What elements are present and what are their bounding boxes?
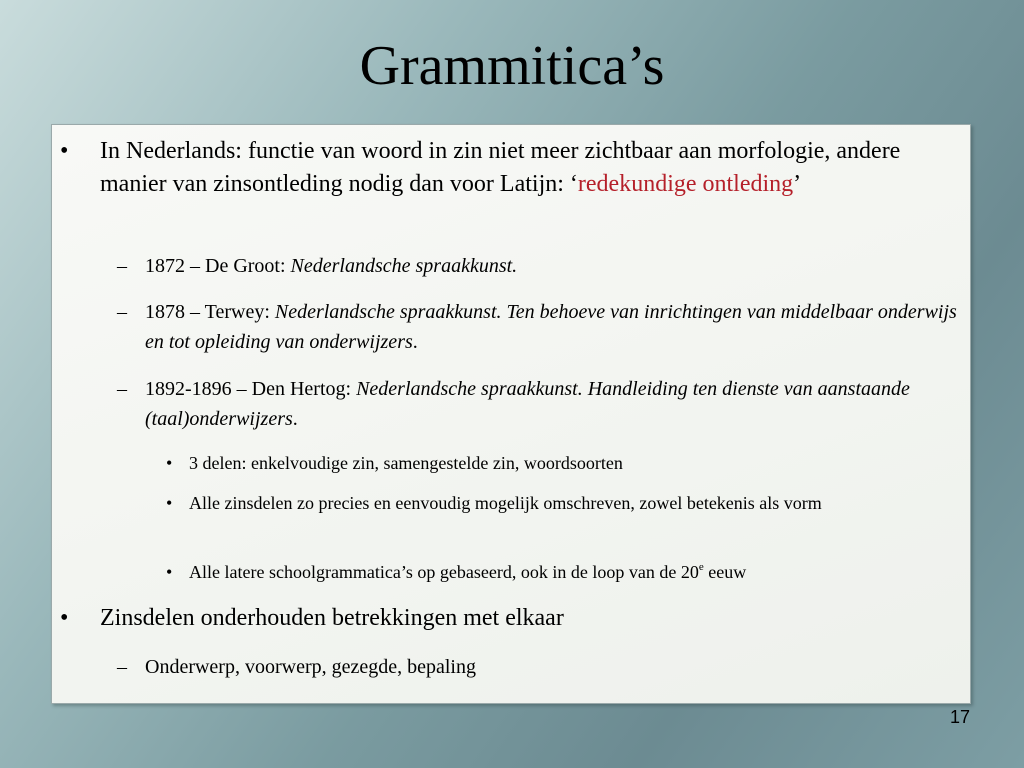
bullet-dot-icon: • bbox=[60, 138, 69, 164]
highlight-term: redekundige ontleding bbox=[577, 171, 794, 197]
book-title: Nederlandsche spraakkunst. Handleiding ten dienste van aanstaande (taal)onderwijzers bbox=[145, 378, 910, 430]
dash-icon: – bbox=[117, 378, 127, 400]
item-text-tail: ’ bbox=[793, 171, 802, 197]
page-number: 17 bbox=[949, 707, 970, 727]
sub-sub-item-schoolgrammatica bbox=[166, 559, 949, 586]
item-text: Onderwerp, voorwerp, gezegde, bepaling bbox=[145, 656, 476, 678]
item-text: 3 delen: enkelvoudige zin, samengestelde zin, woordsoorten bbox=[189, 453, 623, 473]
sub-sub-item-delen bbox=[166, 450, 949, 477]
dash-icon: – bbox=[117, 656, 127, 678]
item-text-tail: . bbox=[412, 331, 418, 353]
bullet-dot-icon: • bbox=[60, 605, 69, 631]
dash-icon: – bbox=[117, 255, 127, 277]
item-text: Zinsdelen onderhouden betrekkingen met elkaar bbox=[100, 605, 564, 631]
bullet-item-nederlands bbox=[60, 135, 930, 201]
slide-title: Grammitica’s bbox=[359, 35, 665, 97]
item-text: Alle latere schoolgrammatica’s op gebaseerd, ook in de loop van de 20 bbox=[189, 562, 699, 582]
sub-item-onderwerp bbox=[117, 652, 967, 682]
sub-item-1892 bbox=[117, 374, 967, 434]
item-text-tail: eeuw bbox=[703, 562, 747, 582]
content-box bbox=[51, 124, 971, 704]
item-text: 1872 – De Groot: bbox=[145, 255, 291, 277]
dash-icon: – bbox=[117, 301, 127, 323]
item-text-tail: . bbox=[292, 408, 298, 430]
sub-item-1872 bbox=[117, 251, 967, 281]
superscript: e bbox=[698, 561, 704, 573]
bullet-dot-icon: • bbox=[166, 453, 173, 473]
book-title: Nederlandsche spraakkunst. Ten behoeve van inrichtingen van middelbaar onderwijs en tot opleiding van onderwijzers bbox=[145, 301, 957, 353]
bullet-dot-icon: • bbox=[166, 562, 173, 582]
item-text: In Nederlands: functie van woord in zin niet meer zichtbaar aan morfologie, andere manier van zinsontleding nodig dan voor Latijn: ‘ bbox=[100, 138, 901, 197]
bullet-dot-icon: • bbox=[166, 493, 173, 513]
item-text: 1892-1896 – Den Hertog: bbox=[145, 378, 357, 400]
sub-item-1878 bbox=[117, 297, 967, 357]
item-text: Alle zinsdelen zo precies en eenvoudig mogelijk omschreven, zowel betekenis als vorm bbox=[189, 493, 822, 513]
book-title: Nederlandsche spraakkunst. bbox=[290, 255, 518, 277]
sub-sub-item-zinsdelen bbox=[166, 490, 949, 517]
bullet-item-zinsdelen bbox=[60, 602, 930, 635]
item-text: 1878 – Terwey: bbox=[145, 301, 275, 323]
